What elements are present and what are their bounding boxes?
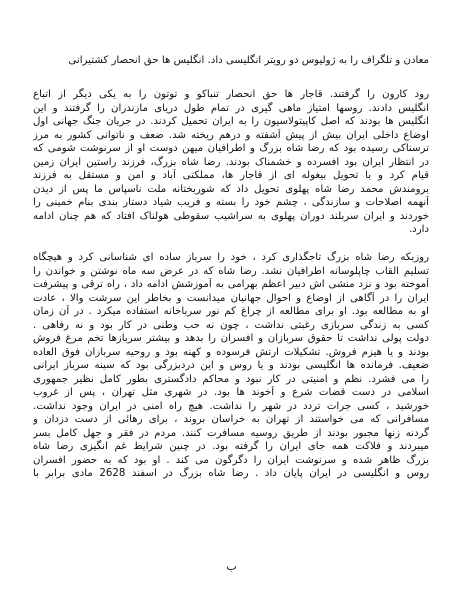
text-line: ترسناکی رسیده بود که رضا شاه بزرگ و اطرافیان میهن دوست او از سرنوشت شومی که — [33, 143, 429, 154]
text-line: آموخته بود و نزد منشی اش دبیر اعظم بهرامی به آموزشش ادامه داد ، راه ترقی و پیشرفت — [33, 279, 429, 290]
text-line: تسلیم القاب چاپلوسانه اطرافیان نشد. رضا شاه که در عرض سه ماه نوشتن و خواندن را — [33, 265, 429, 277]
text-line: آنهمه اصلاحات و سازندگی ، چشم خود را بسته و فریب شیاد دستار بندی بنام خمینی را — [33, 197, 429, 208]
text-line: ضعیف. فرمانده ها انگلیسی بودند و یا روس و این دردبزرگی بود که سینه سرباز ایرانی — [33, 360, 429, 371]
text-line: او به مطالعه بود. او برای مطالعه از چراغ کم نور سرباخانه استفاده میکرد . در آن زمان — [33, 306, 429, 317]
text-line: بزرگ ظاهر شده و سرنوشت ایران را دگرگون می کند . او بود که به حضور افسران — [33, 454, 429, 466]
text-line: برومندش محمد رضا شاه پهلوی تحویل داد که شوربختانه ملت ناسپاس ما پس از دیدن — [33, 183, 429, 195]
text-line: ایران را در آگاهی از اوضاع و احوال جهانیان میدانست و بخاطر این سرشت والا ، عادت — [33, 292, 429, 304]
text-line: روس و انگلیسی در ایران پایان داد . رضا شاه بزرگ در اسفند 2628 مادی برابر با — [33, 468, 429, 479]
text-line: مسافرانی که می خواستند از تهران به خراسان بروند ، برای رهائی از دست دزدان و — [33, 414, 429, 425]
text-line: دولت پولی نداشت تا حقوق سربازان و افسران را بدهد و بیشتر سربازها تخم مرغ فروش — [33, 333, 429, 344]
text-line: انگلیس ها بودند که اصل کاپیتولاسیون را به ایران تحمیل کردند. در جریان جنگ جهانی اول — [33, 116, 429, 127]
text-line: را می فشرد. نظم و امنیتی در کار نبود و محاکم دادگستری بطور کامل نظیر جمهوری — [33, 373, 429, 385]
text-line: کسی به زندگی سربازی رغبتی نداشت ، چون نه حب وطنی در کار بود و نه رفاهی . — [33, 319, 429, 331]
text-line: در انتظار ایران بود افسرده و خشمناک بودند. رضا شاه بزرگ، فرزند راستین ایران زمین — [33, 156, 429, 168]
text-line: روزبکه رضا شاه بزرگ تاجگذاری کرد ، خود را سرباز ساده ای شناسانی کرد و هیچگاه — [33, 252, 429, 263]
text-line: رود کارون را گرفتند. قاجار ها حق انحصار تنباکو و توتون را به یکی دیگر از اتباع — [33, 89, 429, 100]
text-line: خورشید ، کسی جرات تردد در شهر را نداشت. هیچ راه امنی در ایران وجود نداشت. — [33, 400, 429, 412]
text-line: اسلامی در دست قضات شرع و آخوند ها بود. در شهری مثل تهران ، پس از غروب — [33, 387, 429, 398]
text-line: میبردند و فلاکت همه جای ایران را گرفته بود. در چنین شرایط غم انگیزی رضا شاه — [33, 441, 429, 452]
text-line: بودند و یا هیزم فروش. تشکیلات ارتش فرسوده و کهنه بود و روحیه سربازان فوق العاده — [33, 346, 429, 358]
text-line: گردنه زنها مجبور بودند از طریق روسیه مسافرت کنند. مردم در فقر و جهل کامل بسر — [33, 427, 429, 439]
text-line: معادن و تلگراف را به ژولیوس دو رویتر انگلیسی داد. انگلیس ها حق انحصار کشتیرانی — [68, 55, 429, 66]
text-line: دارد. — [408, 224, 429, 235]
page-number: ب — [226, 560, 237, 573]
text-line: خوردند و ایران سربلند دوران پهلوی به سراشیب سقوطی هولناک افتاد که هم چنان ادامه — [33, 210, 429, 222]
text-line: اوضاع داخلی ایران بیش از پیش آشفته و درهم ریخته شد. ضعف و ناتوانی کشور به مرز — [33, 129, 429, 141]
text-line: انگلیس دادند. روسها امتیاز ماهی گیری در تمام طول دریای مازندران را گرفتند و این — [33, 102, 429, 114]
text-line: قیام کرد و با تحویل بیغوله ای از قاجار ها، مملکتی آباد و امن و مستقل به فرزند — [33, 170, 429, 181]
